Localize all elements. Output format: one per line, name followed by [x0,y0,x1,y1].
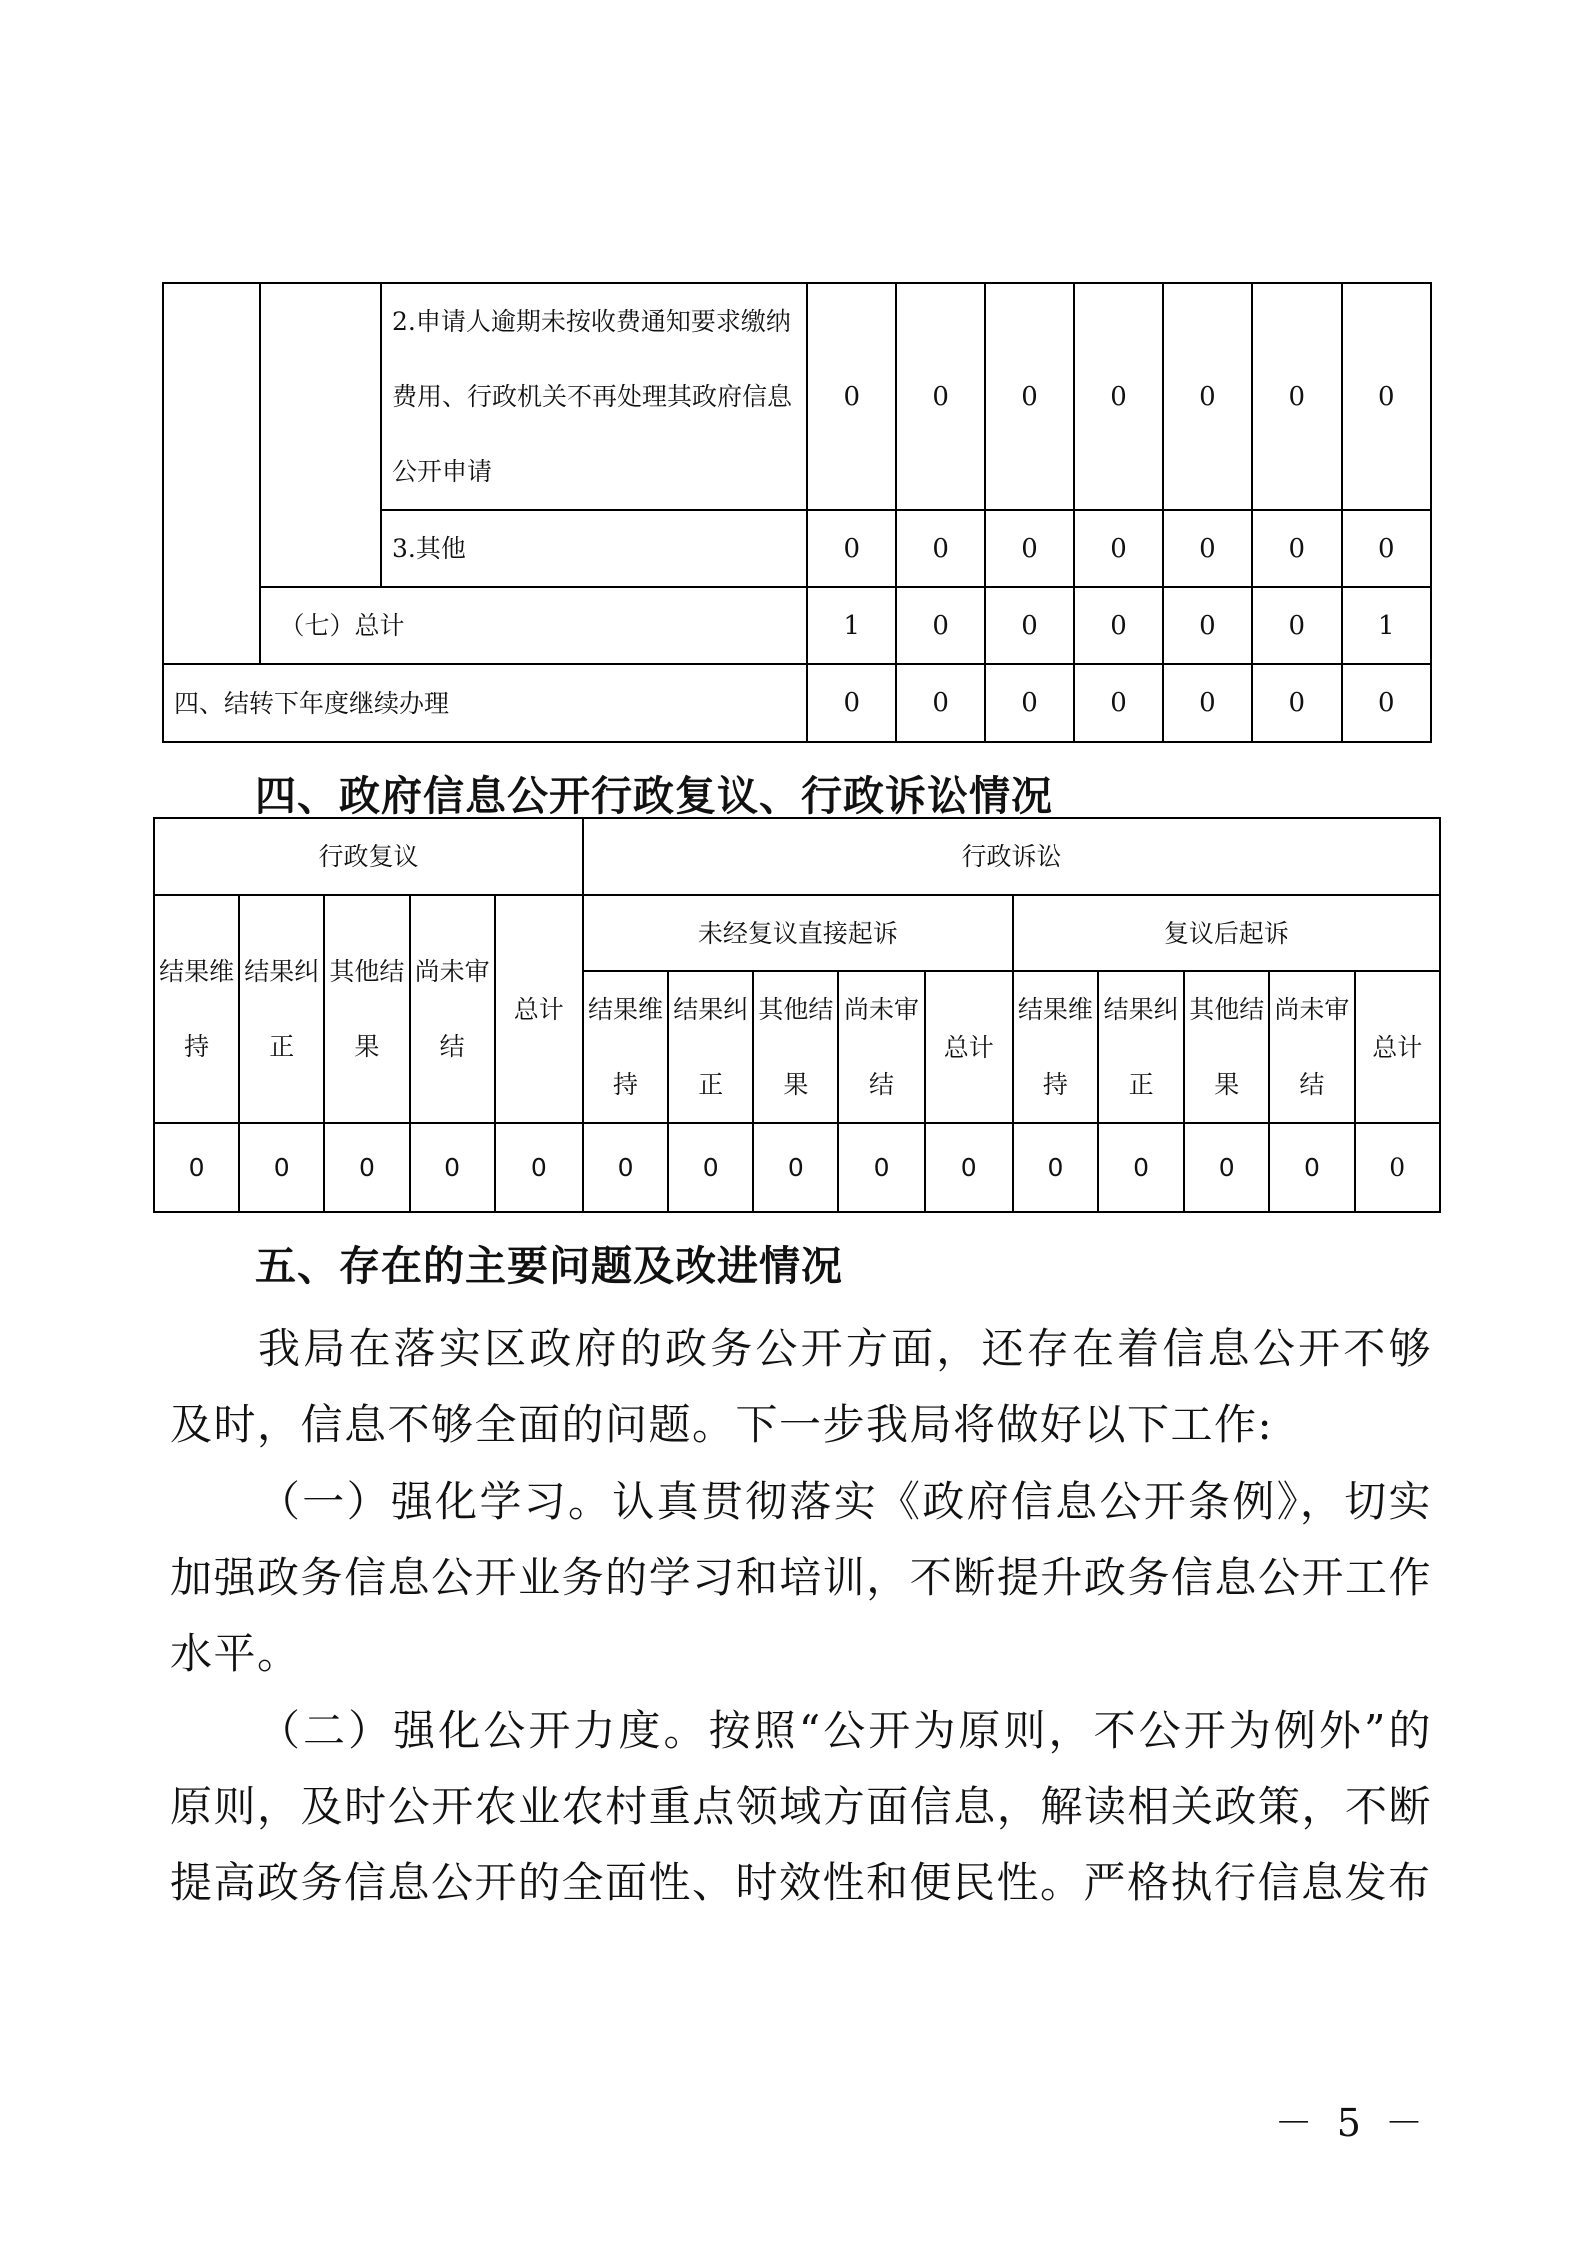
value-cell: 0 [1163,587,1252,664]
row-label: 2.申请人逾期未按收费通知要求缴纳费用、行政机关不再处理其政府信息公开申请 [381,283,807,510]
value-cell: 0 [985,510,1074,587]
column-label: 尚未审结 [1269,971,1354,1123]
table-row [163,587,1431,664]
column-label: 结果维持 [154,895,239,1123]
value-cell: 0 [896,510,984,587]
value-cell: 0 [154,1123,239,1212]
merged-cell [163,283,260,664]
value-cell: 0 [896,587,984,664]
column-label: 结果纠正 [1098,971,1184,1123]
value-cell: 0 [1342,283,1431,510]
value-cell: 0 [1163,664,1252,742]
column-label: 结果维持 [1013,971,1098,1123]
value-cell: 0 [807,510,896,587]
value-cell: 0 [807,283,896,510]
after-review-suit-header: 复议后起诉 [1013,895,1440,971]
value-cell: 0 [1074,587,1162,664]
litigation-header: 行政诉讼 [583,818,1440,895]
direct-suit-header: 未经复议直接起诉 [583,895,1013,971]
column-label: 总计 [925,971,1013,1123]
value-cell: 0 [1184,1123,1269,1212]
column-label: 结果维持 [583,971,668,1123]
value-cell: 0 [1252,283,1341,510]
review-header: 行政复议 [154,818,583,895]
section-heading: 五、存在的主要问题及改进情况 [255,1242,843,1290]
value-cell: 0 [896,283,984,510]
value-cell: 0 [753,1123,838,1212]
row-label: （七）总计 [260,587,807,664]
value-cell: 0 [1013,1123,1098,1212]
value-cell: 0 [668,1123,753,1212]
table-row [154,818,1440,895]
page-number: － 5 － [1274,2101,1429,2145]
table-row [163,664,1431,742]
section-heading: 四、政府信息公开行政复议、行政诉讼情况 [255,772,1053,820]
value-cell: 0 [1098,1123,1184,1212]
row-label: 四、结转下年度继续办理 [163,664,807,742]
column-label: 总计 [495,895,583,1123]
value-cell: 0 [1252,587,1341,664]
value-cell: 0 [1252,664,1341,742]
value-cell: 0 [1163,283,1252,510]
value-cell: 0 [985,587,1074,664]
column-label: 结果纠正 [668,971,753,1123]
column-label: 结果纠正 [239,895,324,1123]
value-cell: 0 [807,664,896,742]
value-cell: 0 [583,1123,668,1212]
value-cell: 0 [985,664,1074,742]
column-label: 其他结果 [1184,971,1269,1123]
column-label: 其他结果 [324,895,409,1123]
value-cell: 0 [1342,510,1431,587]
table-row [154,1123,1440,1212]
value-cell: 1 [807,587,896,664]
row-label: 3.其他 [381,510,807,587]
column-label: 总计 [1355,971,1441,1123]
review-litigation-table [153,817,1441,1213]
value-cell: 0 [896,664,984,742]
body-paragraph: （二）强化公开力度。按照“公开为原则，不公开为例外”的原则，及时公开农业农村重点领域方面信息，解读相关政策，不断提高政务信息公开的全面性、时效性和便民性。严格执行信息发布 [170,1706,1432,1907]
value-cell: 0 [1163,510,1252,587]
value-cell: 0 [1252,510,1341,587]
value-cell: 0 [985,283,1074,510]
table-row [154,895,1440,971]
value-cell: 0 [838,1123,924,1212]
body-paragraph: （一）强化学习。认真贯彻落实《政府信息公开条例》，切实加强政务信息公开业务的学习和培训，不断提升政务信息公开工作水平。 [170,1477,1432,1678]
value-cell: 0 [1074,664,1162,742]
column-label: 尚未审结 [838,971,924,1123]
value-cell: 0 [239,1123,324,1212]
value-cell: 1 [1342,587,1431,664]
value-cell: 0 [495,1123,583,1212]
application-result-table [162,282,1432,743]
value-cell: 0 [410,1123,495,1212]
value-cell: 0 [1074,510,1162,587]
column-label: 其他结果 [753,971,838,1123]
table-row [163,283,1431,510]
value-cell: 0 [1269,1123,1354,1212]
column-label: 尚未审结 [410,895,495,1123]
value-cell: 0 [324,1123,409,1212]
value-cell: 0 [1074,283,1162,510]
merged-cell [260,283,381,587]
body-paragraph: 我局在落实区政府的政务公开方面，还存在着信息公开不够及时，信息不够全面的问题。下一步我局将做好以下工作: [170,1324,1432,1449]
value-cell: 0 [1355,1123,1441,1212]
value-cell: 0 [1342,664,1431,742]
value-cell: 0 [925,1123,1013,1212]
